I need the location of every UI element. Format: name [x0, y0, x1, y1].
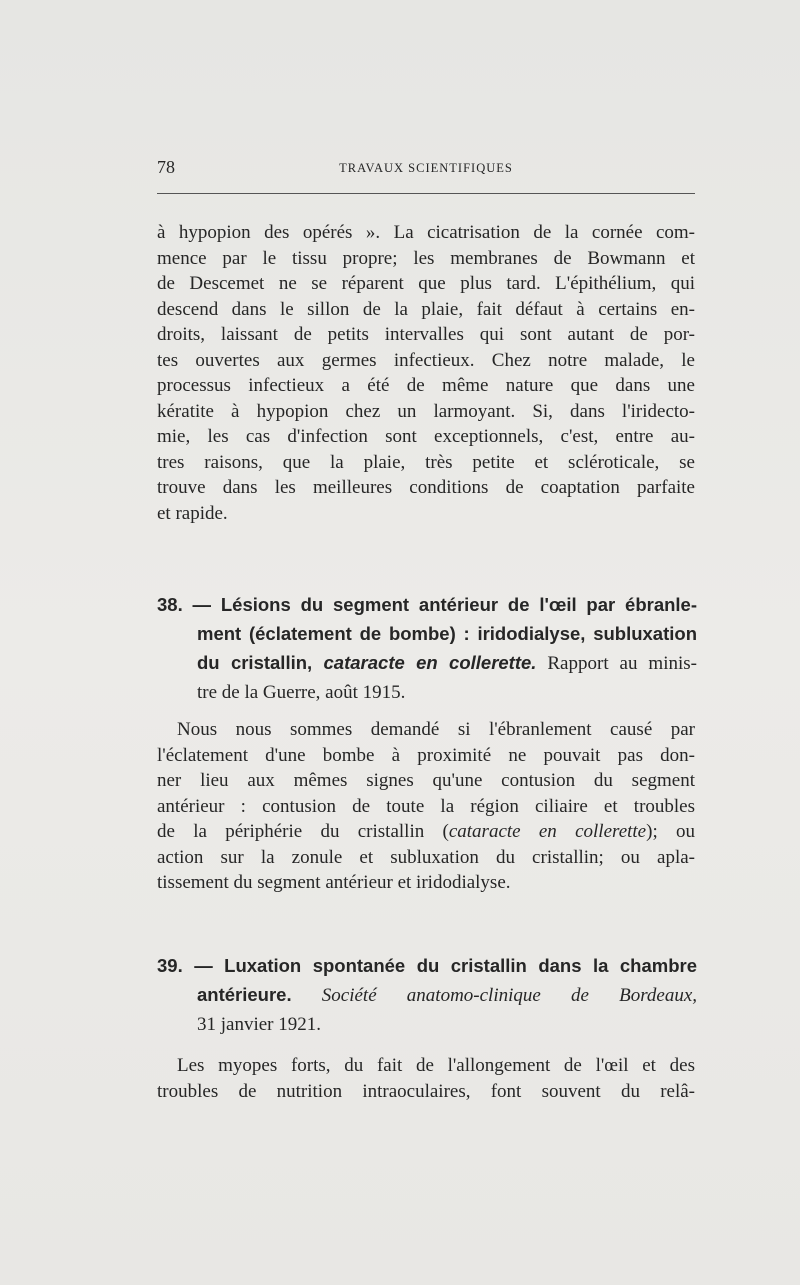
paragraph-39	[157, 1053, 695, 1104]
text-segment: ); ou	[646, 821, 696, 842]
text-line: Nous nous sommes demandé si l'ébranlement causé par	[177, 719, 695, 740]
running-title: TRAVAUX SCIENTIFIQUES	[339, 161, 513, 175]
text-line: mence par le tissu propre; les membranes de Bowmann et	[157, 247, 695, 269]
text-line: ner lieu aux mêmes signes qu'une contusion du segment	[157, 770, 695, 791]
text-line: trouve dans les meilleures conditions de coaptation parfaite	[157, 477, 695, 498]
text-line: tissement du segment antérieur et iridodialyse.	[157, 872, 511, 893]
text-line: l'éclatement d'une bombe à proximité ne pouvait pas don-	[157, 744, 695, 766]
paragraph-38	[157, 717, 695, 896]
text-segment: de la périphérie du cristallin (	[157, 821, 449, 842]
entry-39-source: Société anatomo-clinique de Bordeaux,	[291, 985, 697, 1006]
entry-39-title-line	[157, 980, 697, 1010]
paragraph-continued	[157, 220, 695, 526]
entry-39-date: 31 janvier 1921.	[197, 1014, 322, 1035]
entry-38-source: Rapport au minis-	[536, 653, 697, 674]
page-header	[157, 157, 695, 181]
header-rule	[157, 193, 695, 194]
entry-38-title-line	[157, 648, 697, 678]
entry-38-heading	[157, 590, 697, 707]
entry-39-heading	[157, 951, 697, 1039]
text-line: Les myopes forts, du fait de l'allongement de l'œil et des	[177, 1055, 695, 1076]
entry-38-title-italic: cataracte en collerette.	[323, 652, 537, 673]
text-line: et rapide.	[157, 502, 228, 524]
text-line: droits, laissant de petits intervalles qui sont autant de por-	[157, 324, 695, 345]
text-line: à hypopion des opérés ». La cicatrisation de la cornée com-	[157, 222, 695, 243]
text-line: de Descemet ne se réparent que plus tard. L'épithélium, qui	[157, 273, 695, 294]
text-line: troubles de nutrition intraoculaires, font souvent du relâ-	[157, 1080, 695, 1102]
text-line: descend dans le sillon de la plaie, fait défaut à certains en-	[157, 298, 695, 320]
entry-38-title-line: 38. — Lésions du segment antérieur de l'œil par ébranle-	[157, 594, 697, 615]
text-line: mie, les cas d'infection sont exceptionnels, c'est, entre au-	[157, 426, 695, 447]
page-number: 78	[157, 157, 175, 177]
entry-39-title-part: antérieure.	[197, 984, 292, 1005]
text-line: processus infectieux a été de même nature que dans une	[157, 375, 695, 396]
text-line: tres raisons, que la plaie, très petite et scléroticale, se	[157, 451, 695, 473]
entry-39-title-line: 39. — Luxation spontanée du cristallin dans la chambre	[157, 955, 697, 976]
text-line: antérieur : contusion de toute la région ciliaire et troubles	[157, 795, 695, 817]
text-line: action sur la zonule et subluxation du cristallin; ou apla-	[157, 846, 695, 868]
text-line	[157, 819, 695, 845]
entry-38-source-line: tre de la Guerre, août 1915.	[197, 682, 406, 703]
entry-38-title-line: ment (éclatement de bombe) : iridodialyse, subluxation	[197, 623, 697, 644]
text-line: tes ouvertes aux germes infectieux. Chez notre malade, le	[157, 349, 695, 371]
text-line: kératite à hypopion chez un larmoyant. Si, dans l'iridecto-	[157, 400, 695, 422]
entry-38-title-part: du cristallin,	[197, 652, 324, 673]
text-italic: cataracte en collerette	[448, 821, 647, 842]
